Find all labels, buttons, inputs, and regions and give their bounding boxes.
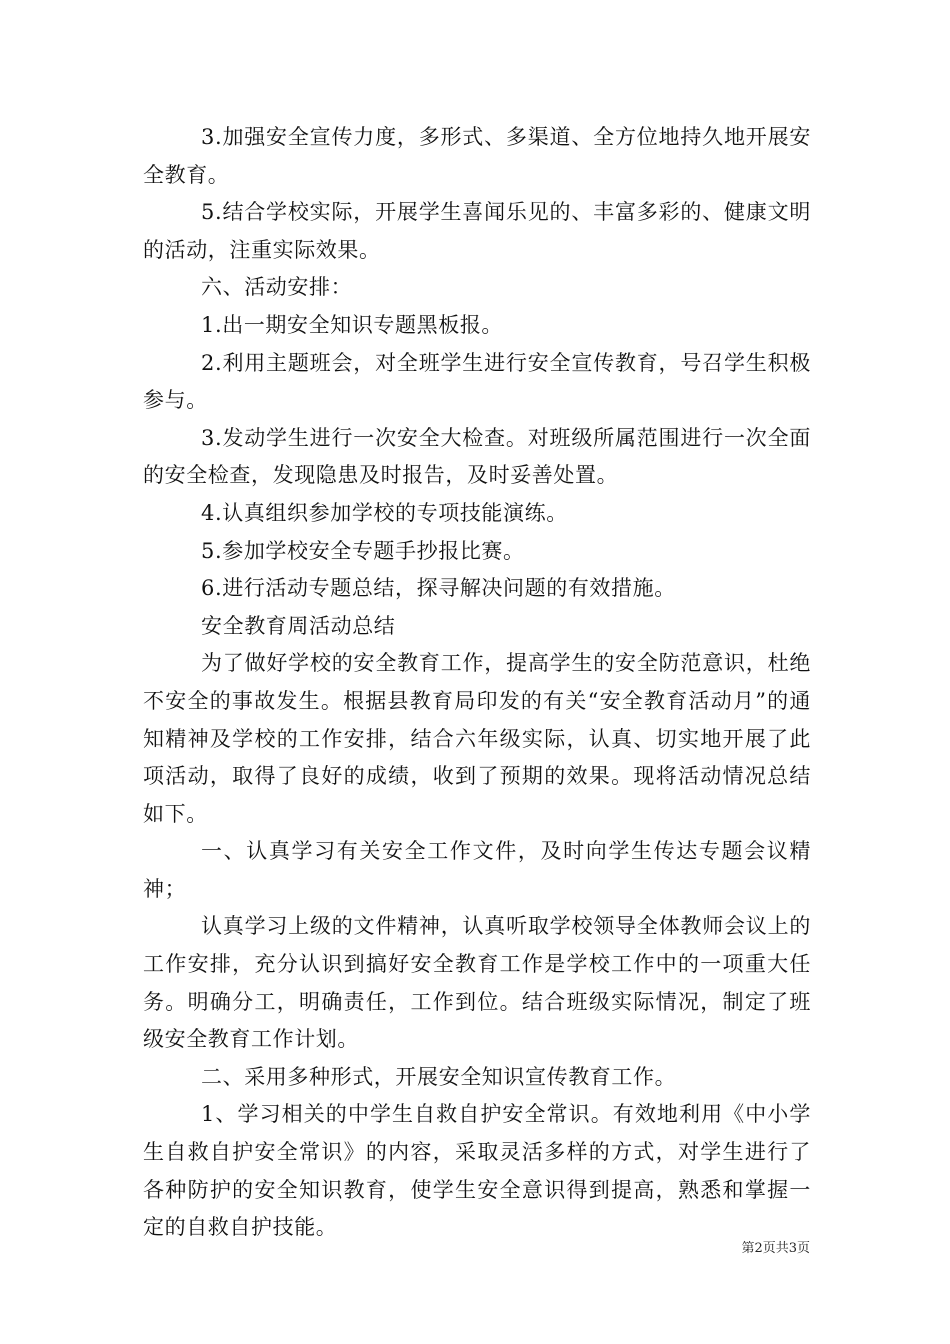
paragraph: 1、学习相关的中学生自救自护安全常识。有效地利用《中小学生自救自护安全常识》的内容，采取灵活多样的方式，对学生进行了各种防护的安全知识教育，使学生安全意识得到提高，熟悉和掌握一定的自救自护技能。 (143, 1102, 811, 1240)
paragraph: 认真学习上级的文件精神，认真听取学校领导全体教师会议上的工作安排，充分认识到搞好安全教育工作是学校工作中的一项重大任务。明确分工，明确责任，工作到位。结合班级实际情况，制定了班级安全教育工作计划。 (143, 914, 811, 1052)
list-item: 3.发动学生进行一次安全大检查。对班级所属范围进行一次全面的安全检查，发现隐患及时报告，及时妥善处置。 (143, 425, 811, 488)
list-item: 1.出一期安全知识专题黑板报。 (201, 312, 504, 337)
document-title: 安全教育周活动总结 (201, 613, 396, 638)
page-number: 第2页共3页 (741, 1241, 810, 1256)
paragraph: 为了做好学校的安全教育工作，提高学生的安全防范意识，杜绝不安全的事故发生。根据县教育局印发的有关“安全教育活动月”的通知精神及学校的工作安排，结合六年级实际，认真、切实地开展了此项活动，取得了良好的成绩，收到了预期的效果。现将活动情况总结如下。 (143, 651, 811, 826)
list-item: 2.利用主题班会，对全班学生进行安全宣传教育，号召学生积极参与。 (143, 350, 811, 413)
list-item: 5.参加学校安全专题手抄报比赛。 (201, 538, 525, 563)
list-item: 4.认真组织参加学校的专项技能演练。 (201, 500, 568, 525)
document-body (143, 119, 811, 1247)
paragraph: 5.结合学校实际，开展学生喜闻乐见的、丰富多彩的、健康文明的活动，注重实际效果。 (143, 200, 811, 262)
paragraph: 3.加强安全宣传力度，多形式、多渠道、全方位地持久地开展安全教育。 (143, 125, 811, 187)
section-heading: 二、采用多种形式，开展安全知识宣传教育工作。 (201, 1064, 677, 1089)
section-heading: 一、认真学习有关安全工作文件，及时向学生传达专题会议精神； (143, 839, 811, 901)
list-item: 6.进行活动专题总结，探寻解决问题的有效措施。 (201, 576, 676, 601)
section-heading: 六、活动安排： (201, 275, 353, 300)
